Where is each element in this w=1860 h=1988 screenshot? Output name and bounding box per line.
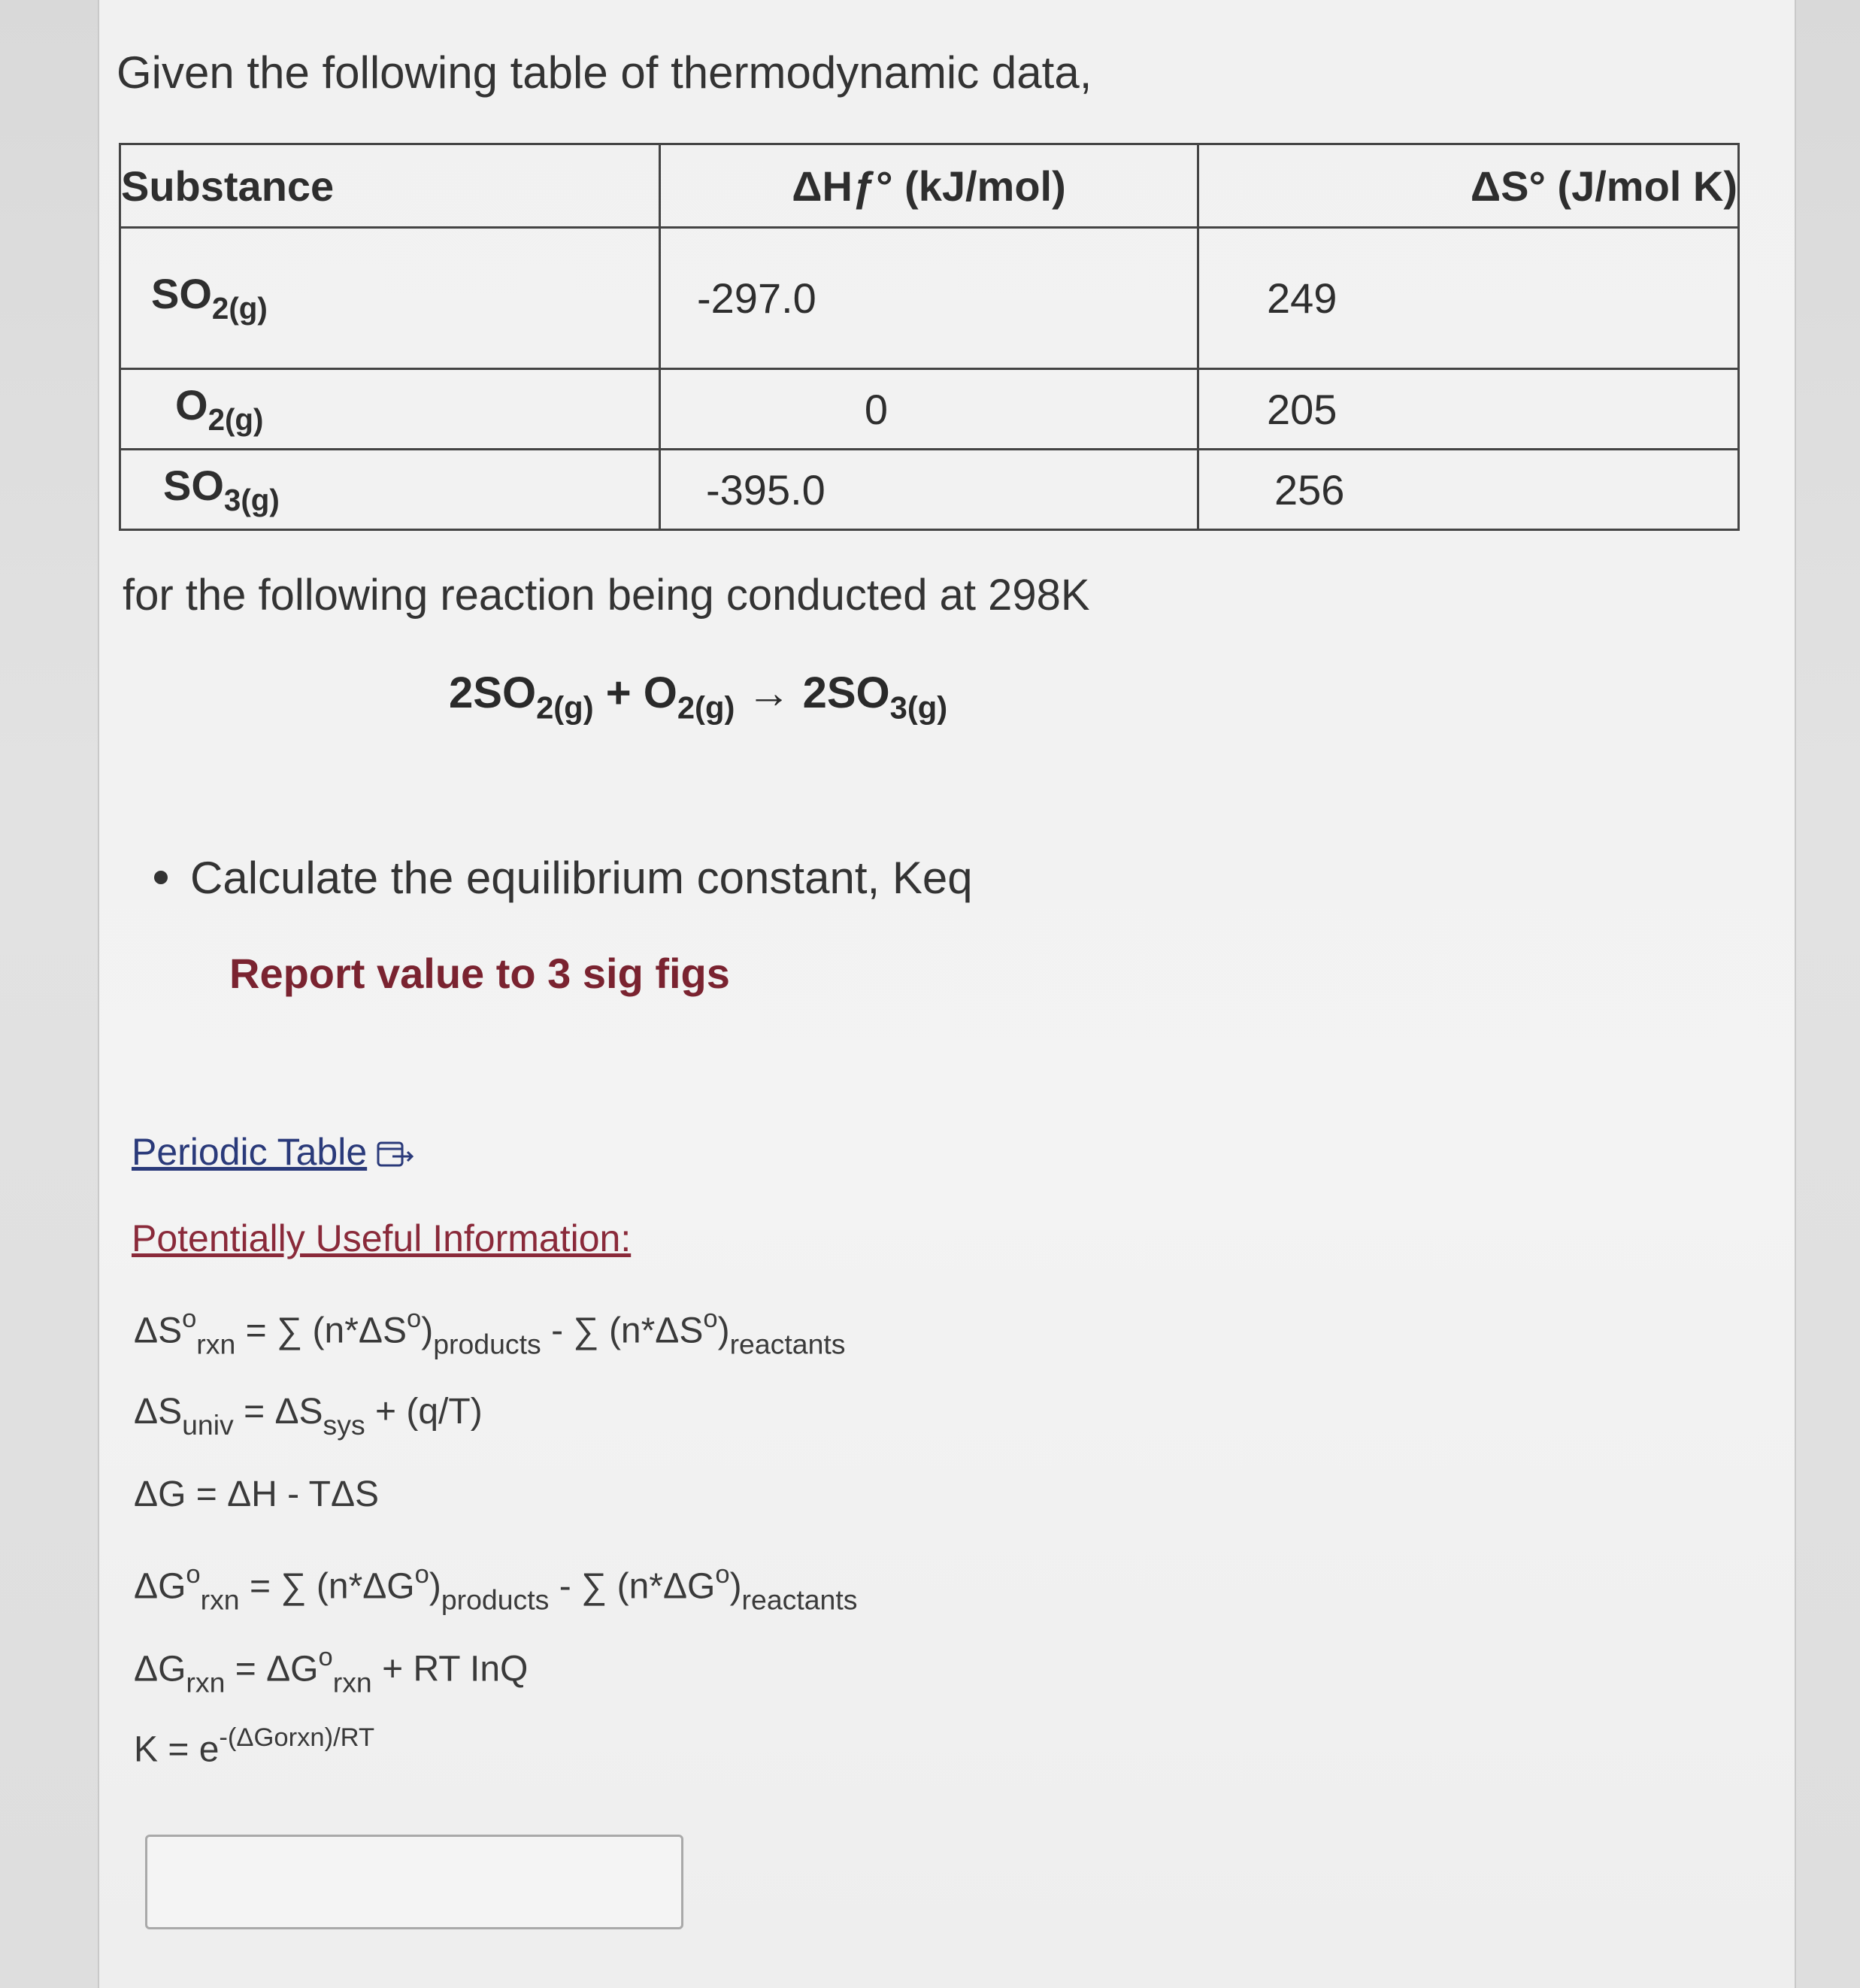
substance-cell	[120, 228, 660, 369]
substance-formula: SO	[163, 461, 224, 509]
entropy-universe-equation: $\Delta S_{univ} = \Delta S_{sys} + (q/T)$	[134, 1392, 483, 1441]
plus-sign: +	[593, 668, 644, 717]
entropy-cell: 256	[1198, 450, 1739, 530]
reactant-2: O	[643, 668, 677, 717]
gibbs-nonstandard-equation: $\Delta G_{rxn} = \Delta G^o_{rxn}$ + RT InQ	[134, 1643, 529, 1699]
periodic-table-label: Periodic Table	[132, 1131, 368, 1173]
gibbs-rxn-equation: $\Delta G^o_{rxn}$ = ∑ $(n*\Delta G^o)_{products}$ - ∑ $(n*\Delta G^o)_{reactants}$	[134, 1560, 858, 1616]
header-substance: Substance	[120, 144, 660, 228]
equilibrium-constant-equation: $K = e^{-(\Delta Gorxn)/RT}$	[134, 1723, 375, 1770]
question-text: Calculate the equilibrium constant, Keq	[190, 853, 973, 903]
useful-info-heading: Potentially Useful Information:	[132, 1217, 632, 1259]
reaction-arrow: →	[735, 668, 803, 717]
reactant-1-state: 2(g)	[536, 689, 594, 726]
substance-state: 2(g)	[208, 402, 264, 438]
reactant-2-state: 2(g)	[677, 689, 735, 726]
bullet-icon	[154, 871, 168, 884]
question-bullet	[154, 852, 973, 904]
thermo-data-table	[119, 143, 1740, 531]
reaction-intro-text: for the following reaction being conducted at 298K	[123, 571, 1090, 620]
gibbs-equation: ΔG = ΔH - TΔS	[134, 1474, 380, 1514]
entropy-rxn-equation: $\Delta S^o_{rxn}$ = ∑ $(n*\Delta S^o)_{products}$ - ∑ $(n*\Delta S^o)_{reactants}$	[134, 1305, 846, 1360]
product-state: 3(g)	[889, 689, 948, 726]
substance-formula: SO	[151, 270, 212, 318]
intro-text: Given the following table of thermodynamic data,	[117, 47, 1092, 98]
header-entropy: ΔS° (J/mol K)	[1198, 144, 1739, 228]
substance-cell	[120, 450, 660, 530]
periodic-table-link[interactable]	[132, 1130, 417, 1174]
entropy-cell: 205	[1198, 369, 1739, 450]
product: 2SO	[802, 668, 890, 717]
entropy-cell: 249	[1198, 228, 1739, 369]
reaction-equation	[449, 668, 947, 726]
table-row	[120, 450, 1739, 530]
table-row	[120, 369, 1739, 450]
table-row	[120, 228, 1739, 369]
enthalpy-cell: 0	[660, 369, 1198, 450]
substance-state: 2(g)	[211, 291, 268, 326]
report-instruction: Report value to 3 sig figs	[229, 950, 730, 997]
external-link-icon	[376, 1139, 417, 1169]
header-enthalpy: ΔHƒ° (kJ/mol)	[660, 144, 1198, 228]
table-header-row	[120, 144, 1739, 228]
enthalpy-cell: -395.0	[660, 450, 1198, 530]
enthalpy-cell: -297.0	[660, 228, 1198, 369]
substance-state: 3(g)	[223, 483, 280, 518]
substance-formula: O	[175, 380, 208, 429]
substance-cell	[120, 369, 660, 450]
reactant-1: 2SO	[449, 668, 537, 717]
answer-input[interactable]	[145, 1835, 683, 1929]
